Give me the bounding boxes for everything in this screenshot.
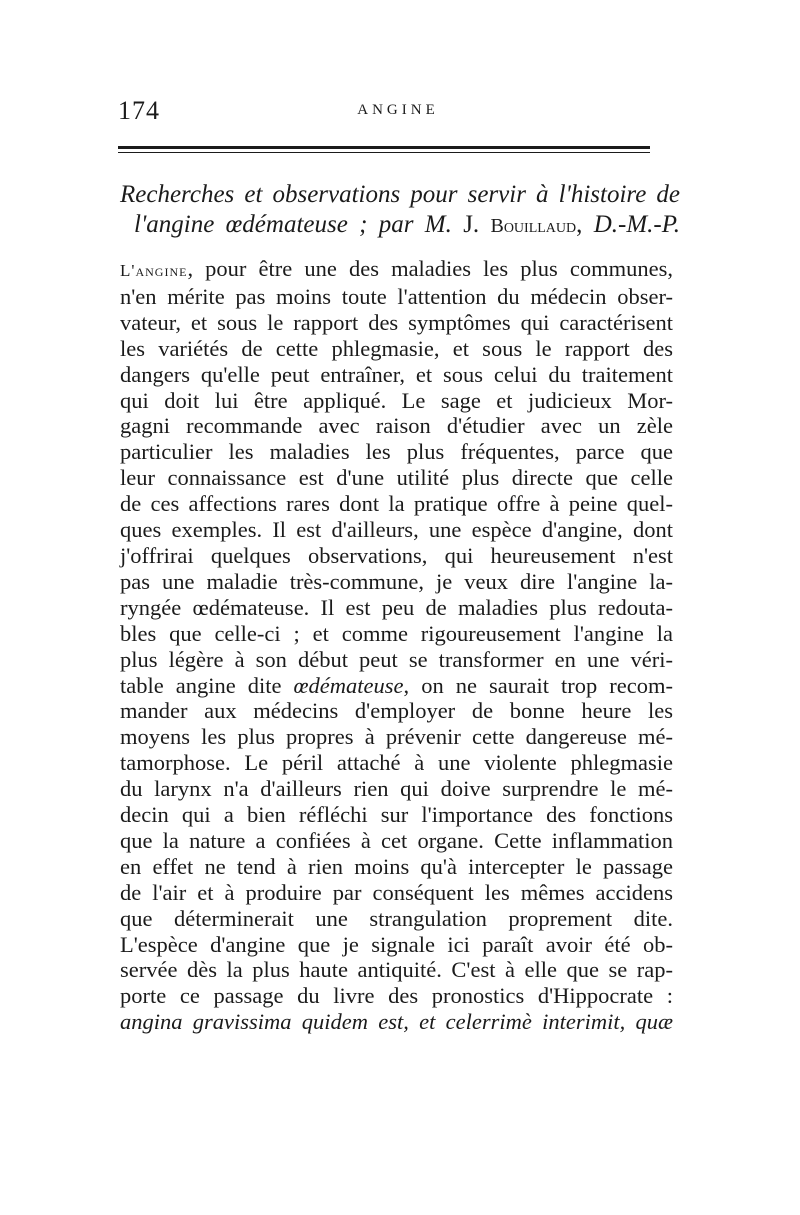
drop-word: L'angine	[120, 261, 188, 280]
page-number: 174	[118, 96, 160, 125]
running-title: ANGINE	[357, 102, 439, 118]
body-line: leur connaissance est d'une utilité plus directe que celle	[120, 465, 673, 491]
body-line: les variétés de cette phlegmasie, et sous le rapport des	[120, 335, 673, 361]
body-text	[120, 256, 673, 1035]
author-name: Bouillaud	[490, 215, 577, 237]
title-line-1: Recherches et observations pour servir à l'histoire de	[120, 181, 680, 208]
body-line: particulier les maladies les plus fréquentes, parce que	[120, 439, 673, 465]
body-line: de l'air et à produire par conséquent les mêmes accidens	[120, 879, 673, 905]
body-line: porte ce passage du livre des pronostics d'Hippocrate :	[120, 983, 673, 1009]
body-line: de ces affections rares dont la pratique offre à peine quel-	[120, 491, 673, 517]
body-line: qui doit lui être appliqué. Le sage et judicieux Mor-	[120, 387, 673, 413]
body-line: du larynx n'a d'ailleurs rien qui doive surprendre le mé-	[120, 776, 673, 802]
author: J. Bouillaud,	[463, 211, 583, 238]
body-line: servée dès la plus haute antiquité. C'est à elle que se rap-	[120, 957, 673, 983]
body-line-first-rest: , pour être une des maladies les plus communes,	[187, 256, 673, 281]
author-initial: M.	[424, 211, 452, 238]
body-line: L'espèce d'angine que je signale ici paraît avoir été ob-	[120, 931, 673, 957]
italic-word: œdémateuse	[293, 672, 404, 698]
body-line: mander aux médecins d'employer de bonne heure les	[120, 698, 673, 724]
body-line: ques exemples. Il est d'ailleurs, une espèce d'angine, dont	[120, 517, 673, 543]
body-line: vateur, et sous le rapport des symptômes qui caractérisent	[120, 309, 673, 335]
latin-quote: angina gravissima quidem est, et celerrimè interimit, quæ	[120, 1009, 673, 1035]
body-line: gagni recommande avec raison d'étudier avec un zèle	[120, 413, 673, 439]
body-line: en effet ne tend à rien moins qu'à intercepter le passage	[120, 853, 673, 879]
body-line: bles que celle-ci ; et comme rigoureusement l'angine la	[120, 620, 673, 646]
italic-line-pre: table angine dite	[120, 672, 294, 698]
body-line-first	[120, 256, 673, 284]
body-line: ryngée œdémateuse. Il est peu de maladies plus redouta-	[120, 594, 673, 620]
body-line: pas une maladie très-commune, je veux dire l'angine la-	[120, 568, 673, 594]
header-rule-thin	[118, 152, 650, 153]
author-first: J.	[463, 211, 480, 238]
body-line: que déterminerait une strangulation proprement dite.	[120, 905, 673, 931]
body-line: dangers qu'elle peut entraîner, et sous celui du traitement	[120, 361, 673, 387]
body-line: moyens les plus propres à prévenir cette dangereuse mé-	[120, 724, 673, 750]
title-line-2	[120, 210, 680, 241]
body-line-italic-word	[120, 673, 673, 699]
body-line: j'offrirai quelques observations, qui heureusement n'est	[120, 542, 673, 568]
header-rule-thick	[118, 146, 650, 149]
title-line-2-text: l'angine œdémateuse ; par	[134, 211, 414, 238]
italic-line-post: , on ne saurait trop recom-	[403, 672, 673, 698]
running-head	[118, 96, 678, 126]
body-line: decin qui a bien réfléchi sur l'importance des fonctions	[120, 802, 673, 828]
body-line: tamorphose. Le péril attaché à une violente phlegmasie	[120, 750, 673, 776]
body-line: que la nature a confiées à cet organe. Cette inflammation	[120, 827, 673, 853]
body-line-latin	[120, 1009, 673, 1035]
article-title	[120, 180, 680, 241]
body-line: plus légère à son début peut se transformer en une véri-	[120, 646, 673, 672]
author-suffix: D.-M.-P.	[593, 211, 681, 238]
body-line: n'en mérite pas moins toute l'attention du médecin obser-	[120, 283, 673, 309]
